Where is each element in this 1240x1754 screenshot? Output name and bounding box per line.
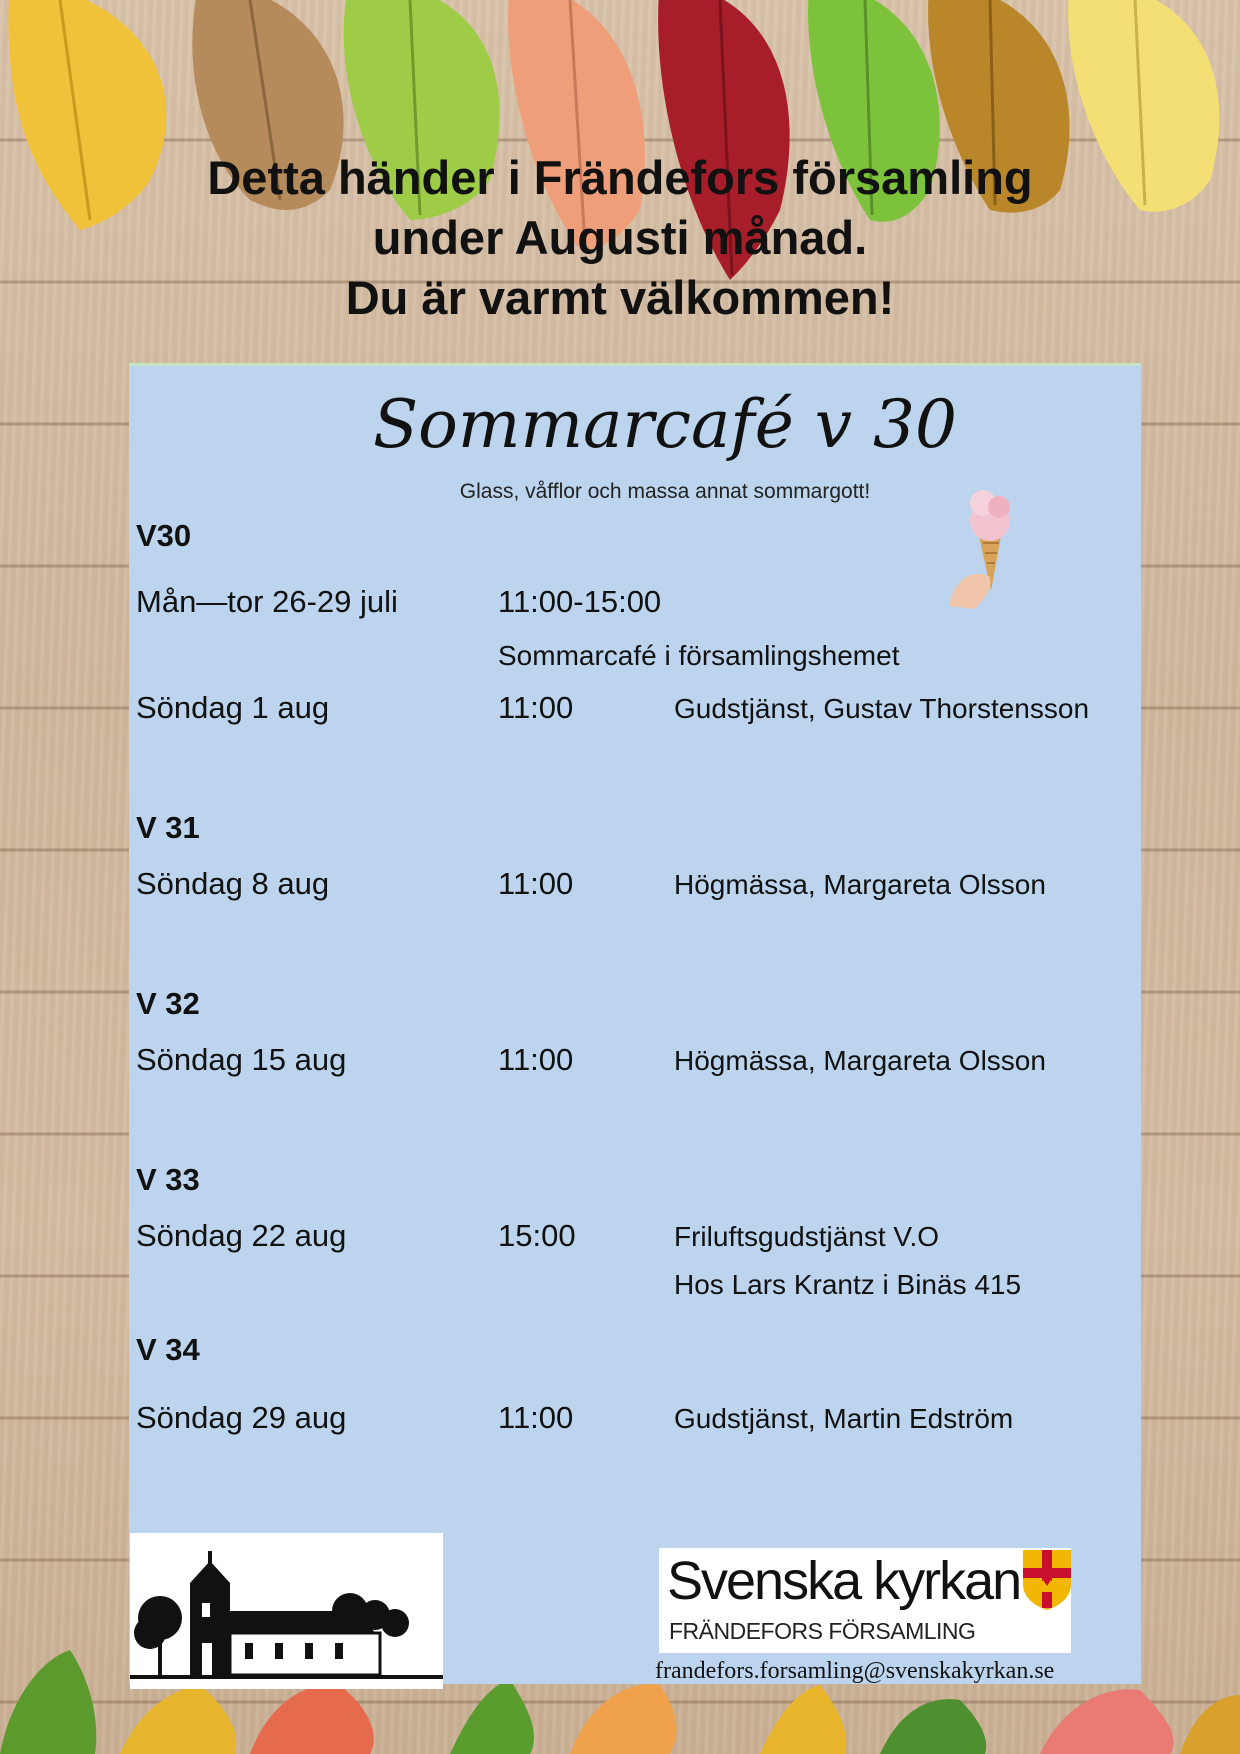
event-time: 11:00-15:00	[498, 584, 662, 619]
schedule-row	[136, 584, 1136, 620]
event-description: Sommarcafé i församlingshemet	[498, 640, 900, 671]
event-description-location: Hos Lars Krantz i Binäs 415	[674, 1269, 1022, 1300]
event-time: 11:00	[498, 690, 574, 725]
contact-email[interactable]: frandefors.forsamling@svenskakyrkan.se	[655, 1658, 1055, 1684]
schedule-panel	[129, 363, 1141, 1684]
event-description: Gudstjänst, Gustav Thorstensson	[674, 693, 1090, 724]
event-description: Högmässa, Margareta Olsson	[674, 869, 1046, 900]
cross-emblem-icon	[1023, 1550, 1071, 1610]
event-time: 15:00	[498, 1218, 576, 1253]
event-description: Gudstjänst, Martin Edström	[674, 1403, 1014, 1434]
schedule-row	[136, 1218, 1136, 1254]
event-time: 11:00	[498, 866, 574, 901]
event-description: Högmässa, Margareta Olsson	[674, 1045, 1046, 1076]
cafe-title: Sommarcafé v 30	[372, 386, 958, 463]
logo-name: Svenska kyrkan	[667, 1551, 1021, 1611]
week-label-v34: V 34	[136, 1332, 200, 1367]
event-description: Friluftsgudstjänst V.O	[674, 1221, 940, 1252]
event-day: Söndag 29 aug	[136, 1400, 347, 1435]
event-time: 11:00	[498, 1042, 574, 1077]
church-illustration	[130, 1533, 443, 1689]
schedule-row	[136, 690, 1136, 726]
schedule-row	[136, 866, 1136, 902]
schedule-row	[136, 1042, 1136, 1078]
week-label-v30: V30	[136, 518, 192, 553]
event-day: Mån—tor 26-29 juli	[136, 584, 398, 619]
schedule-row	[136, 1400, 1136, 1436]
event-day: Söndag 1 aug	[136, 690, 330, 725]
headline-line-1: Detta händer i Frändefors församling	[207, 151, 1033, 204]
headline	[0, 148, 1240, 328]
event-day: Söndag 22 aug	[136, 1218, 347, 1253]
headline-line-3: Du är varmt välkommen!	[345, 271, 895, 324]
event-time: 11:00	[498, 1400, 574, 1435]
week-label-v31: V 31	[136, 810, 200, 845]
svenska-kyrkan-logo	[659, 1548, 1071, 1653]
week-label-v32: V 32	[136, 986, 200, 1021]
headline-line-2: under Augusti månad.	[372, 211, 868, 264]
event-day: Söndag 8 aug	[136, 866, 330, 901]
logo-parish: FRÄNDEFORS FÖRSAMLING	[669, 1618, 976, 1644]
event-day: Söndag 15 aug	[136, 1042, 347, 1077]
week-label-v33: V 33	[136, 1162, 200, 1197]
cafe-subtitle: Glass, våfflor och massa annat sommargott!	[459, 480, 871, 503]
church-icon	[130, 1533, 443, 1689]
